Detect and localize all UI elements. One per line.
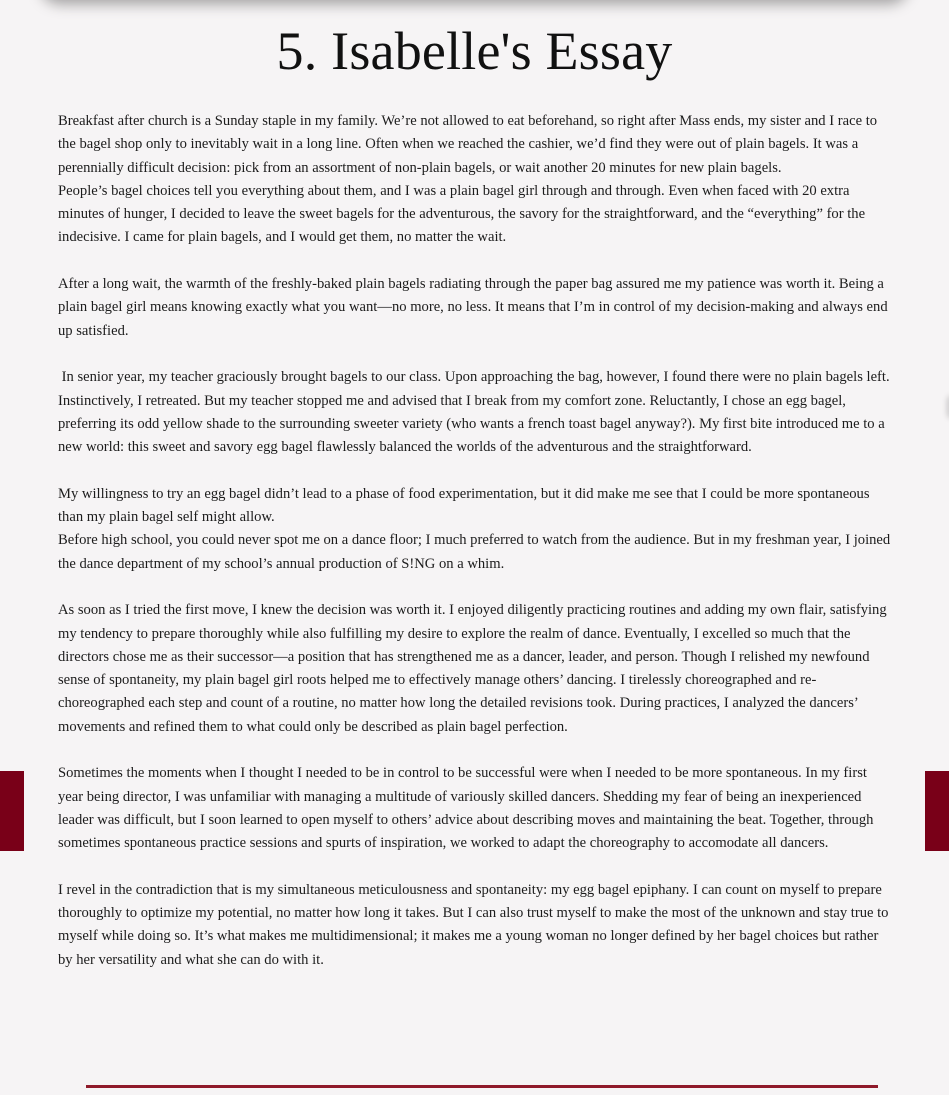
paragraph-spacer [58, 739, 894, 762]
paragraph-spacer [58, 576, 894, 599]
essay-paragraph: Sometimes the moments when I thought I needed to be in control to be successful were when I needed to be more spontaneous. In my first year being director, I was unfamiliar with managing a multitude of variously skilled dancers. Shedding my fear of being an inexperienced leader was difficult, but I soon learned to open myself to others’ advice about describing moves and maintaining the beat. Together, through sometimes spontaneous practice sessions and spurts of inspiration, we worked to adapt the choreography to accomodate all dancers. [58, 765, 874, 852]
essay-body [58, 110, 894, 972]
essay-paragraph: As soon as I tried the first move, I knew the decision was worth it. I enjoyed diligently practicing routines and adding my own flair, satisfying my tendency to prepare thoroughly while also fulfilling my desire to explore the realm of dance. Eventually, I excelled so much that the directors chose me as their successor—a position that has strengthened me as a dancer, leader, and person. Though I relished my newfound sense of spontaneity, my plain bagel girl roots helped me to effectively manage others’ dancing. I tirelessly choreographed and re-choreographed each step and count of a routine, no matter how long the detailed revisions took. During practices, I analyzed the dancers’ movements and refined them to what could only be described as plain bagel perfection. [58, 602, 887, 735]
page-title: 5. Isabelle's Essay [276, 21, 673, 81]
paragraph-spacer [58, 250, 894, 273]
right-side-tab[interactable] [925, 771, 949, 851]
paragraph-spacer [58, 343, 894, 366]
left-side-tab[interactable] [0, 771, 24, 851]
paragraph-spacer [58, 856, 894, 879]
paragraph-spacer [58, 459, 894, 482]
essay-paragraph: I revel in the contradiction that is my simultaneous meticulousness and spontaneity: my egg bagel epiphany. I can count on myself to prepare thoroughly to optimize my potential, no matter how long it takes. But I can also trust myself to make the most of the unknown and stay true to myself while doing so. It’s what makes me multidimensional; it makes me a young woman no longer defined by her bagel choices but rather by her versatility and what she can do with it. [58, 881, 889, 968]
essay-paragraph: People’s bagel choices tell you everything about them, and I was a plain bagel girl through and through. Even when faced with 20 extra minutes of hunger, I decided to leave the sweet bagels for the adventurous, the savory for the straightforward, and the “everything” for the indecisive. I came for plain bagels, and I would get them, no matter the wait. [58, 182, 866, 246]
essay-paragraph: In senior year, my teacher graciously brought bagels to our class. Upon approaching the bag, however, I found there were no plain bagels left. Instinctively, I retreated. But my teacher stopped me and advised that I break from my comfort zone. Reluctantly, I chose an egg bagel, preferring its odd yellow shade to the surrounding sweeter variety (who wants a french toast bagel anyway?). My first bite introduced me to a new world: this sweet and savory egg bagel flawlessly balanced the worlds of the adventurous and the straightforward. [58, 369, 894, 456]
bottom-divider [86, 1085, 878, 1088]
essay-paragraph: Before high school, you could never spot me on a dance floor; I much preferred to watch from the audience. But in my freshman year, I joined the dance department of my school’s annual production of S!NG on a whim. [58, 532, 891, 572]
essay-paragraph: After a long wait, the warmth of the freshly-baked plain bagels radiating through the paper bag assured me my patience was worth it. Being a plain bagel girl means knowing exactly what you want—no more, no less. It means that I’m in control of my decision-making and always end up satisfied. [58, 276, 888, 339]
essay-paragraph: Breakfast after church is a Sunday staple in my family. We’re not allowed to eat beforehand, so right after Mass ends, my sister and I race to the bagel shop only to inevitably wait in a long line. Often when we reached the cashier, we’d find they were out of plain bagels. It was a perennially difficult decision: pick from an assortment of non-plain bagels, or wait another 20 minutes for new plain bagels. [58, 113, 878, 176]
essay-paragraph: My willingness to try an egg bagel didn’t lead to a phase of food experimentation, but it did make me see that I could be more spontaneous than my plain bagel self might allow. [58, 485, 870, 526]
